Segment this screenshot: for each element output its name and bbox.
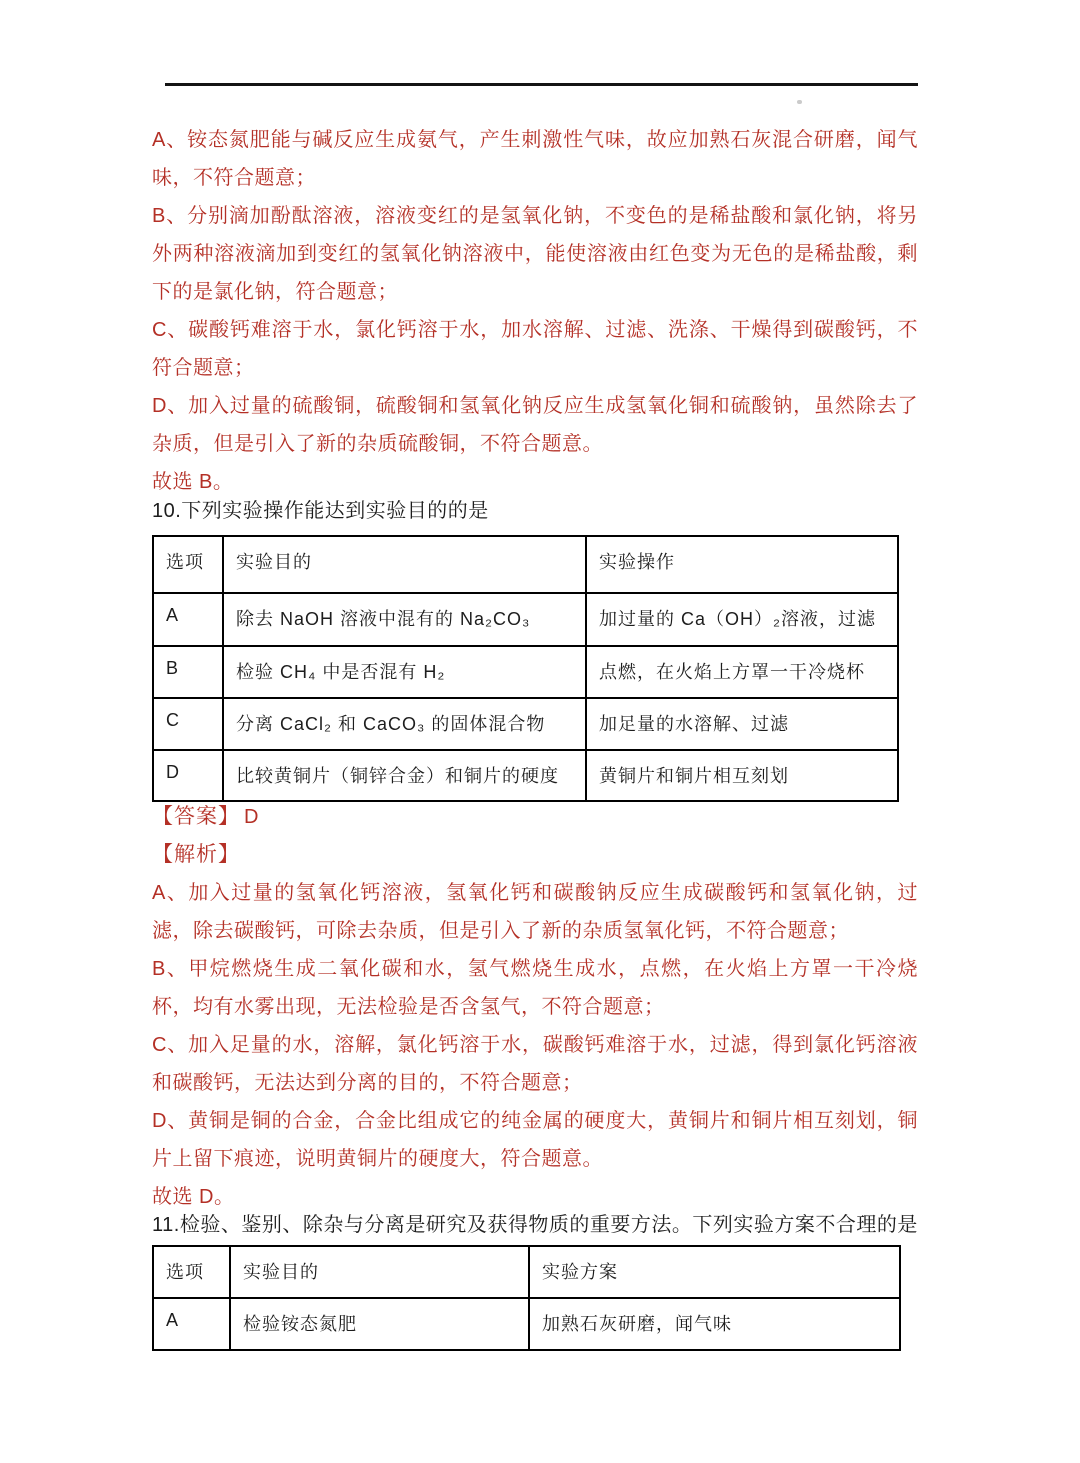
cell-option: B (153, 646, 223, 698)
explanation-paragraph-a: A、铵态氮肥能与碱反应生成氨气，产生刺激性气味，故应加熟石灰混合研磨，闻气味，不符合题意； (152, 129, 918, 189)
explanation-paragraph-c: C、碳酸钙难溶于水，氯化钙溶于水，加水溶解、过滤、洗涤、干燥得到碳酸钙，不符合题意； (152, 319, 918, 379)
table-row-c (153, 698, 898, 750)
table-row-d (153, 750, 898, 801)
cell-purpose: 检验铵态氮肥 (230, 1298, 529, 1350)
answer-line (152, 798, 259, 836)
table-row-b (153, 646, 898, 698)
answer-value: D (244, 806, 260, 828)
header-cell-purpose: 实验目的 (223, 536, 586, 593)
question-10-table (152, 535, 899, 802)
header-cell-plan: 实验方案 (529, 1246, 900, 1298)
cell-purpose: 分离 CaCl₂ 和 CaCO₃ 的固体混合物 (223, 698, 586, 750)
header-cell-option: 选项 (153, 536, 223, 593)
analysis-label-line (152, 836, 240, 874)
cell-purpose: 检验 CH₄ 中是否混有 H₂ (223, 646, 586, 698)
explanation-paragraph-d: D、加入过量的硫酸铜，硫酸铜和氢氧化钠反应生成氢氧化铜和硫酸钠，虽然除去了杂质，但是引入了新的杂质硫酸铜，不符合题意。 (152, 395, 918, 455)
header-separator-rule (165, 83, 918, 86)
analysis-paragraph-d: D、黄铜是铜的合金，合金比组成它的纯金属的硬度大，黄铜片和铜片相互刻划，铜片上留下痕迹，说明黄铜片的硬度大，符合题意。 (152, 1110, 918, 1170)
analysis-paragraph-c: C、加入足量的水，溶解，氯化钙溶于水，碳酸钙难溶于水，过滤，得到氯化钙溶液和碳酸钙，无法达到分离的目的，不符合题意； (152, 1034, 918, 1094)
question-10-stem: 10.下列实验操作能达到实验目的的是 (152, 500, 489, 522)
cell-purpose: 比较黄铜片（铜锌合金）和铜片的硬度 (223, 750, 586, 801)
header-cell-operation: 实验操作 (586, 536, 898, 593)
cell-operation: 加足量的水溶解、过滤 (586, 698, 898, 750)
cell-option: A (153, 593, 223, 646)
table-row-a (153, 1298, 900, 1350)
analysis-label: 【解析】 (152, 843, 240, 866)
analysis-block-q10 (152, 874, 918, 1216)
question-11-table (152, 1245, 901, 1351)
header-cell-option: 选项 (153, 1246, 230, 1298)
cell-purpose: 除去 NaOH 溶液中混有的 Na₂CO₃ (223, 593, 586, 646)
question-11-stem: 11.检验、鉴别、除杂与分离是研究及获得物质的重要方法。下列实验方案不合理的是 (152, 1214, 918, 1236)
conclusion-line: 故选 B。 (152, 471, 234, 493)
cell-operation: 黄铜片和铜片相互刻划 (586, 750, 898, 801)
explanation-paragraph-b: B、分别滴加酚酞溶液，溶液变红的是氢氧化钠，不变色的是稀盐酸和氯化钠，将另外两种溶液滴加到变红的氢氧化钠溶液中，能使溶液由红色变为无色的是稀盐酸，剩下的是氯化钠，符合题意； (152, 205, 918, 303)
scan-artifact-dot (797, 100, 802, 104)
table-header-row (153, 536, 898, 593)
cell-operation: 加过量的 Ca（OH）₂溶液，过滤 (586, 593, 898, 646)
table-row-a (153, 593, 898, 646)
cell-option: C (153, 698, 223, 750)
conclusion-line: 故选 D。 (152, 1186, 235, 1208)
analysis-paragraph-a: A、加入过量的氢氧化钙溶液，氢氧化钙和碳酸钠反应生成碳酸钙和氢氧化钠，过滤，除去碳酸钙，可除去杂质，但是引入了新的杂质氢氧化钙，不符合题意； (152, 882, 918, 942)
explanation-block-1 (152, 121, 918, 501)
cell-option: D (153, 750, 223, 801)
cell-option: A (153, 1298, 230, 1350)
cell-operation: 点燃，在火焰上方罩一干冷烧杯 (586, 646, 898, 698)
cell-plan: 加熟石灰研磨，闻气味 (529, 1298, 900, 1350)
analysis-paragraph-b: B、甲烷燃烧生成二氧化碳和水，氢气燃烧生成水，点燃，在火焰上方罩一干冷烧杯，均有水雾出现，无法检验是否含氢气，不符合题意； (152, 958, 918, 1018)
answer-label: 【答案】 (152, 805, 240, 828)
header-cell-purpose: 实验目的 (230, 1246, 529, 1298)
table-header-row (153, 1246, 900, 1298)
